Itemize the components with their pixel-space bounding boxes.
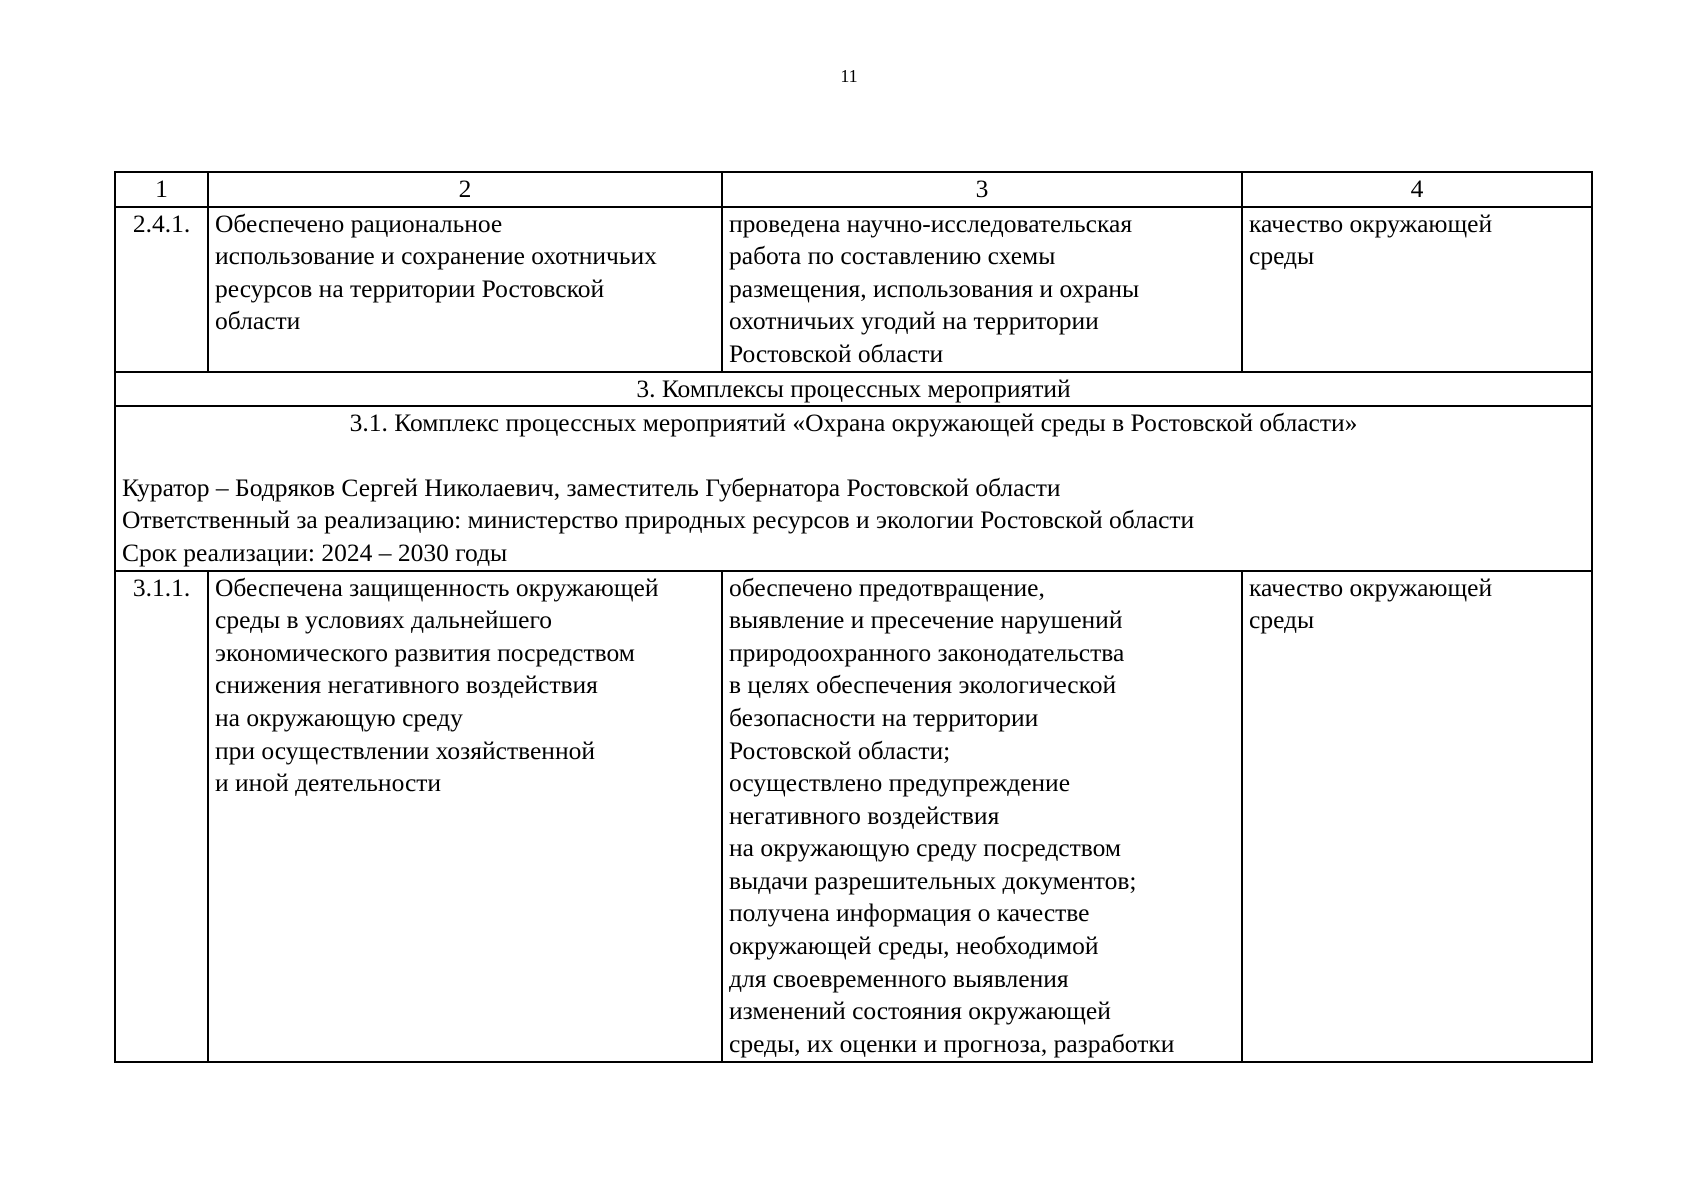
text-line: ресурсов на территории Ростовской [215,273,605,303]
text-line: при осуществлении хозяйственной [215,735,595,765]
text-line: и иной деятельности [215,768,442,798]
text-line: на окружающую среду посредством [729,833,1122,863]
text-line: снижения негативного воздействия [215,670,598,700]
text-line: среды в условиях дальнейшего [215,605,553,635]
text-line: среды, их оценки и прогноза, разработки [729,1028,1175,1058]
text-line: Обеспечено рациональное [215,208,503,238]
text-line: изменений состояния окружающей [729,996,1111,1026]
text-line: обеспечено предотвращение, [729,572,1045,602]
text-line: Обеспечена защищенность окружающей [215,572,659,602]
table-row-2-4-1 [115,207,1592,372]
text-line: выдачи разрешительных документов; [729,865,1137,895]
page-number: 11 [840,66,858,86]
complex-responsible: Ответственный за реализацию: министерство природных ресурсов и экологии Ростовской области [122,505,1195,535]
text-line: негативного воздействия [729,800,1000,830]
text-line: в целях обеспечения экологической [729,670,1117,700]
complex-info-cell [115,406,1592,570]
row-indicator-cell [1242,207,1592,372]
complex-term: Срок реализации: 2024 – 2030 годы [122,537,508,567]
text-line: качество окружающей [1249,572,1493,602]
text-line: среды [1249,241,1315,271]
text-line: для своевременного выявления [729,963,1069,993]
text-line: получена информация о качестве [729,898,1090,928]
text-line: на окружающую среду [215,702,463,732]
row-effect-cell [722,571,1242,1062]
text-line: осуществлено предупреждение [729,768,1071,798]
header-col-1: 1 [115,172,208,207]
header-col-2: 2 [208,172,722,207]
text-line: окружающей среды, необходимой [729,931,1099,961]
text-line: среды [1249,605,1315,635]
row-effect-cell [722,207,1242,372]
text-line: Ростовской области [729,338,944,368]
header-col-3: 3 [722,172,1242,207]
text-line: экономического развития посредством [215,637,635,667]
row-indicator-cell [1242,571,1592,1062]
row-task-cell [208,207,722,372]
text-line: охотничьих угодий на территории [729,306,1099,336]
complex-curator: Куратор – Бодряков Сергей Николаевич, заместитель Губернатора Ростовской области [122,472,1061,502]
row-number: 3.1.1. [115,571,208,1062]
complex-title: 3.1. Комплекс процессных мероприятий «Охрана окружающей среды в Ростовской области» [349,408,1358,438]
text-line: Ростовской области; [729,735,951,765]
text-line: безопасности на территории [729,702,1039,732]
table-header-row [115,172,1592,207]
section-title: 3. Комплексы процессных мероприятий [115,372,1592,407]
text-line: проведена научно-исследовательская [729,208,1133,238]
text-line: использование и сохранение охотничьих [215,241,657,271]
row-task-cell [208,571,722,1062]
text-line: качество окружающей [1249,208,1493,238]
table-row-3-1-1 [115,571,1592,1062]
results-table [114,171,1593,1063]
text-line: области [215,306,301,336]
text-line: работа по составлению схемы [729,241,1056,271]
text-line: размещения, использования и охраны [729,273,1140,303]
row-number: 2.4.1. [115,207,208,372]
header-col-4: 4 [1242,172,1592,207]
text-line: выявление и пресечение нарушений [729,605,1123,635]
text-line: природоохранного законодательства [729,637,1125,667]
complex-info-row [115,406,1592,570]
section-row [115,372,1592,407]
